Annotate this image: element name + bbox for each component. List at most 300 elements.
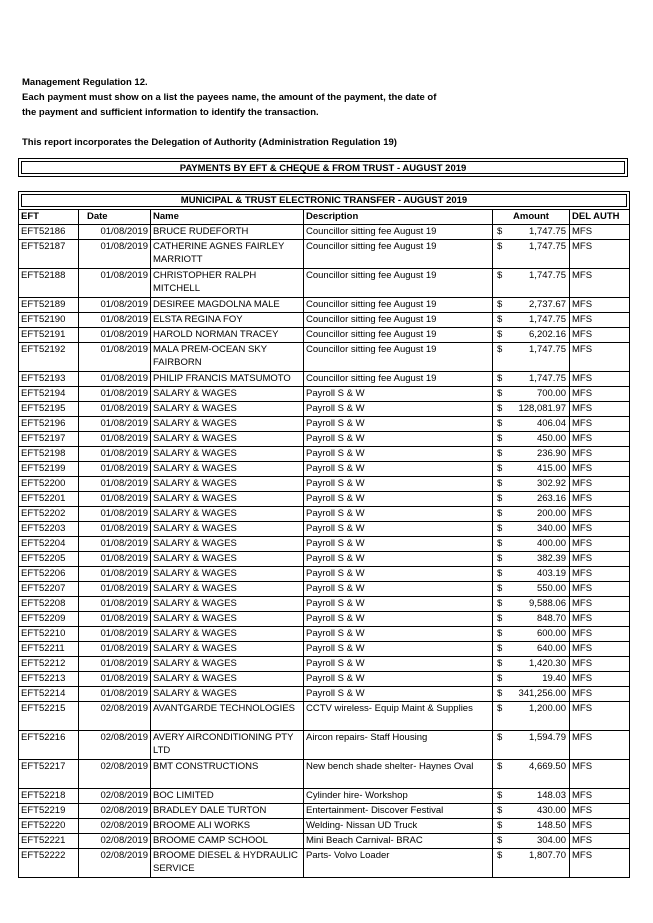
name-cell: SALARY & WAGES — [151, 582, 304, 597]
eft-cell: EFT52211 — [19, 642, 79, 657]
name-cell: SALARY & WAGES — [151, 552, 304, 567]
del-auth-cell: MFS — [570, 731, 630, 760]
eft-cell: EFT52218 — [19, 789, 79, 804]
date-cell: 01/08/2019 — [79, 402, 151, 417]
amount-cell — [493, 552, 570, 567]
header-date: Date — [79, 210, 151, 225]
amount-cell — [493, 657, 570, 672]
name-cell: SALARY & WAGES — [151, 597, 304, 612]
date-cell: 01/08/2019 — [79, 492, 151, 507]
eft-cell: EFT52187 — [19, 240, 79, 269]
description-cell: Councillor sitting fee August 19 — [304, 372, 493, 387]
currency-symbol: $ — [497, 388, 503, 399]
del-auth-cell: MFS — [570, 849, 630, 878]
eft-cell: EFT52206 — [19, 567, 79, 582]
del-auth-cell: MFS — [570, 225, 630, 240]
currency-symbol: $ — [497, 643, 503, 654]
table-row — [19, 819, 630, 834]
amount-cell — [493, 702, 570, 731]
eft-cell: EFT52207 — [19, 582, 79, 597]
del-auth-cell: MFS — [570, 343, 630, 372]
del-auth-cell: MFS — [570, 328, 630, 343]
name-cell: SALARY & WAGES — [151, 477, 304, 492]
amount-cell — [493, 269, 570, 298]
currency-symbol: $ — [497, 373, 503, 384]
amount-value: 148.03 — [536, 790, 566, 801]
currency-symbol: $ — [497, 493, 503, 504]
amount-value: 1,807.70 — [529, 850, 566, 861]
table-row — [19, 269, 630, 298]
table-row — [19, 642, 630, 657]
date-cell: 01/08/2019 — [79, 240, 151, 269]
table-title-cell — [19, 192, 630, 210]
amount-value: 236.90 — [536, 448, 566, 459]
amount-value: 640.00 — [536, 643, 566, 654]
currency-symbol: $ — [497, 835, 503, 846]
currency-symbol: $ — [497, 344, 503, 355]
del-auth-cell: MFS — [570, 687, 630, 702]
currency-symbol: $ — [497, 314, 503, 325]
date-cell: 01/08/2019 — [79, 627, 151, 642]
name-cell: BMT CONSTRUCTIONS — [151, 760, 304, 789]
currency-symbol: $ — [497, 299, 503, 310]
description-cell: Councillor sitting fee August 19 — [304, 313, 493, 328]
name-cell: BROOME ALI WORKS — [151, 819, 304, 834]
amount-cell — [493, 597, 570, 612]
amount-cell — [493, 582, 570, 597]
description-cell: Councillor sitting fee August 19 — [304, 298, 493, 313]
description-cell: Payroll S & W — [304, 462, 493, 477]
eft-cell: EFT52200 — [19, 477, 79, 492]
eft-cell: EFT52204 — [19, 537, 79, 552]
del-auth-cell: MFS — [570, 552, 630, 567]
amount-value: 430.00 — [536, 805, 566, 816]
del-auth-cell: MFS — [570, 269, 630, 298]
eft-cell: EFT52195 — [19, 402, 79, 417]
currency-symbol: $ — [497, 463, 503, 474]
name-cell: SALARY & WAGES — [151, 687, 304, 702]
amount-value: 148.50 — [536, 820, 566, 831]
table-row — [19, 462, 630, 477]
currency-symbol: $ — [497, 329, 503, 340]
date-cell: 01/08/2019 — [79, 343, 151, 372]
table-row — [19, 372, 630, 387]
currency-symbol: $ — [497, 658, 503, 669]
del-auth-cell: MFS — [570, 672, 630, 687]
del-auth-cell: MFS — [570, 462, 630, 477]
del-auth-cell: MFS — [570, 522, 630, 537]
amount-cell — [493, 819, 570, 834]
description-cell: Payroll S & W — [304, 597, 493, 612]
name-cell: AVERY AIRCONDITIONING PTY LTD — [151, 731, 304, 760]
amount-value: 9,588.06 — [529, 598, 566, 609]
amount-cell — [493, 507, 570, 522]
date-cell: 01/08/2019 — [79, 507, 151, 522]
amount-cell — [493, 432, 570, 447]
amount-cell — [493, 567, 570, 582]
name-cell: SALARY & WAGES — [151, 612, 304, 627]
currency-symbol: $ — [497, 673, 503, 684]
amount-cell — [493, 672, 570, 687]
eft-cell: EFT52213 — [19, 672, 79, 687]
currency-symbol: $ — [497, 226, 503, 237]
amount-value: 128,081.97 — [518, 403, 566, 414]
amount-value: 2,737.67 — [529, 299, 566, 310]
table-row — [19, 225, 630, 240]
description-cell: Payroll S & W — [304, 402, 493, 417]
currency-symbol: $ — [497, 850, 503, 861]
del-auth-cell: MFS — [570, 819, 630, 834]
amount-cell — [493, 804, 570, 819]
date-cell: 01/08/2019 — [79, 372, 151, 387]
description-cell: Cylinder hire- Workshop — [304, 789, 493, 804]
table-row — [19, 343, 630, 372]
date-cell: 01/08/2019 — [79, 567, 151, 582]
date-cell: 02/08/2019 — [79, 804, 151, 819]
date-cell: 01/08/2019 — [79, 269, 151, 298]
eft-cell: EFT52203 — [19, 522, 79, 537]
date-cell: 01/08/2019 — [79, 537, 151, 552]
amount-value: 340.00 — [536, 523, 566, 534]
table-row — [19, 597, 630, 612]
currency-symbol: $ — [497, 418, 503, 429]
del-auth-cell: MFS — [570, 313, 630, 328]
date-cell: 01/08/2019 — [79, 522, 151, 537]
eft-cell: EFT52202 — [19, 507, 79, 522]
eft-cell: EFT52221 — [19, 834, 79, 849]
amount-value: 1,747.75 — [529, 314, 566, 325]
del-auth-cell: MFS — [570, 789, 630, 804]
currency-symbol: $ — [497, 583, 503, 594]
eft-cell: EFT52186 — [19, 225, 79, 240]
date-cell: 01/08/2019 — [79, 432, 151, 447]
currency-symbol: $ — [497, 805, 503, 816]
description-cell: Payroll S & W — [304, 672, 493, 687]
delegation-note: This report incorporates the Delegation of Authority (Administration Regulation 19) — [22, 137, 397, 148]
name-cell: AVANTGARDE TECHNOLOGIES — [151, 702, 304, 731]
table-row — [19, 313, 630, 328]
eft-cell: EFT52220 — [19, 819, 79, 834]
date-cell: 01/08/2019 — [79, 642, 151, 657]
table-row — [19, 477, 630, 492]
del-auth-cell: MFS — [570, 432, 630, 447]
currency-symbol: $ — [497, 790, 503, 801]
amount-value: 415.00 — [536, 463, 566, 474]
name-cell: SALARY & WAGES — [151, 657, 304, 672]
description-cell: Payroll S & W — [304, 642, 493, 657]
amount-cell — [493, 402, 570, 417]
date-cell: 02/08/2019 — [79, 731, 151, 760]
eft-cell: EFT52222 — [19, 849, 79, 878]
table-row — [19, 240, 630, 269]
description-cell: Payroll S & W — [304, 492, 493, 507]
header-description: Description — [304, 210, 493, 225]
eft-cell: EFT52209 — [19, 612, 79, 627]
del-auth-cell: MFS — [570, 387, 630, 402]
header-eft: EFT — [19, 210, 79, 225]
amount-value: 403.19 — [536, 568, 566, 579]
eft-cell: EFT52212 — [19, 657, 79, 672]
table-row — [19, 432, 630, 447]
eft-cell: EFT52210 — [19, 627, 79, 642]
amount-value: 1,200.00 — [529, 703, 566, 714]
table-row — [19, 537, 630, 552]
table-row — [19, 522, 630, 537]
description-cell: Councillor sitting fee August 19 — [304, 343, 493, 372]
report-title-box — [18, 158, 628, 177]
currency-symbol: $ — [497, 241, 503, 252]
description-cell: Payroll S & W — [304, 567, 493, 582]
amount-value: 4,669.50 — [529, 761, 566, 772]
description-cell: Councillor sitting fee August 19 — [304, 240, 493, 269]
del-auth-cell: MFS — [570, 507, 630, 522]
table-title: MUNICIPAL & TRUST ELECTRONIC TRANSFER - AUGUST 2019 — [21, 194, 627, 207]
description-cell: Payroll S & W — [304, 552, 493, 567]
eft-cell: EFT52205 — [19, 552, 79, 567]
amount-cell — [493, 731, 570, 760]
date-cell: 02/08/2019 — [79, 834, 151, 849]
table-row — [19, 657, 630, 672]
description-cell: Payroll S & W — [304, 507, 493, 522]
amount-cell — [493, 298, 570, 313]
table-row — [19, 804, 630, 819]
eft-cell: EFT52201 — [19, 492, 79, 507]
del-auth-cell: MFS — [570, 657, 630, 672]
del-auth-cell: MFS — [570, 372, 630, 387]
currency-symbol: $ — [497, 628, 503, 639]
report-title: PAYMENTS BY EFT & CHEQUE & FROM TRUST - AUGUST 2019 — [21, 161, 625, 174]
date-cell: 01/08/2019 — [79, 477, 151, 492]
del-auth-cell: MFS — [570, 760, 630, 789]
date-cell: 02/08/2019 — [79, 760, 151, 789]
amount-cell — [493, 313, 570, 328]
del-auth-cell: MFS — [570, 597, 630, 612]
description-cell: Councillor sitting fee August 19 — [304, 269, 493, 298]
table-row — [19, 612, 630, 627]
eft-cell: EFT52219 — [19, 804, 79, 819]
description-cell: Payroll S & W — [304, 417, 493, 432]
name-cell: SALARY & WAGES — [151, 522, 304, 537]
currency-symbol: $ — [497, 448, 503, 459]
currency-symbol: $ — [497, 523, 503, 534]
del-auth-cell: MFS — [570, 298, 630, 313]
del-auth-cell: MFS — [570, 627, 630, 642]
amount-value: 400.00 — [536, 538, 566, 549]
amount-cell — [493, 447, 570, 462]
eft-cell: EFT52216 — [19, 731, 79, 760]
amount-cell — [493, 417, 570, 432]
description-cell: Payroll S & W — [304, 537, 493, 552]
date-cell: 01/08/2019 — [79, 657, 151, 672]
date-cell: 01/08/2019 — [79, 672, 151, 687]
intro-text — [22, 75, 582, 150]
amount-cell — [493, 789, 570, 804]
del-auth-cell: MFS — [570, 702, 630, 731]
date-cell: 01/08/2019 — [79, 328, 151, 343]
description-cell: New bench shade shelter- Haynes Oval — [304, 760, 493, 789]
table-row — [19, 552, 630, 567]
date-cell: 01/08/2019 — [79, 417, 151, 432]
date-cell: 01/08/2019 — [79, 387, 151, 402]
amount-value: 302.92 — [536, 478, 566, 489]
amount-cell — [493, 849, 570, 878]
name-cell: PHILIP FRANCIS MATSUMOTO — [151, 372, 304, 387]
date-cell: 01/08/2019 — [79, 298, 151, 313]
name-cell: SALARY & WAGES — [151, 417, 304, 432]
name-cell: SALARY & WAGES — [151, 672, 304, 687]
name-cell: BROOME CAMP SCHOOL — [151, 834, 304, 849]
date-cell: 02/08/2019 — [79, 849, 151, 878]
del-auth-cell: MFS — [570, 492, 630, 507]
regulation-heading: Management Regulation 12. — [22, 77, 148, 88]
name-cell: SALARY & WAGES — [151, 567, 304, 582]
table-row — [19, 760, 630, 789]
name-cell: DESIREE MAGDOLNA MALE — [151, 298, 304, 313]
amount-value: 700.00 — [536, 388, 566, 399]
amount-cell — [493, 387, 570, 402]
del-auth-cell: MFS — [570, 567, 630, 582]
currency-symbol: $ — [497, 433, 503, 444]
del-auth-cell: MFS — [570, 447, 630, 462]
date-cell: 01/08/2019 — [79, 225, 151, 240]
del-auth-cell: MFS — [570, 834, 630, 849]
name-cell: SALARY & WAGES — [151, 447, 304, 462]
del-auth-cell: MFS — [570, 402, 630, 417]
description-cell: Payroll S & W — [304, 612, 493, 627]
name-cell: HAROLD NORMAN TRACEY — [151, 328, 304, 343]
date-cell: 01/08/2019 — [79, 462, 151, 477]
del-auth-cell: MFS — [570, 477, 630, 492]
eft-cell: EFT52190 — [19, 313, 79, 328]
eft-cell: EFT52192 — [19, 343, 79, 372]
amount-value: 1,747.75 — [529, 270, 566, 281]
amount-value: 6,202.16 — [529, 329, 566, 340]
date-cell: 02/08/2019 — [79, 819, 151, 834]
date-cell: 01/08/2019 — [79, 582, 151, 597]
table-row — [19, 417, 630, 432]
amount-cell — [493, 372, 570, 387]
description-cell: Welding- Nissan UD Truck — [304, 819, 493, 834]
name-cell: SALARY & WAGES — [151, 492, 304, 507]
amount-cell — [493, 240, 570, 269]
eft-cell: EFT52197 — [19, 432, 79, 447]
description-cell: Payroll S & W — [304, 522, 493, 537]
currency-symbol: $ — [497, 820, 503, 831]
currency-symbol: $ — [497, 568, 503, 579]
amount-value: 341,256.00 — [518, 688, 566, 699]
description-cell: Payroll S & W — [304, 582, 493, 597]
del-auth-cell: MFS — [570, 804, 630, 819]
name-cell: SALARY & WAGES — [151, 462, 304, 477]
eft-cell: EFT52217 — [19, 760, 79, 789]
eft-cell: EFT52198 — [19, 447, 79, 462]
table-row — [19, 567, 630, 582]
name-cell: SALARY & WAGES — [151, 627, 304, 642]
currency-symbol: $ — [497, 703, 503, 714]
amount-cell — [493, 627, 570, 642]
amount-cell — [493, 328, 570, 343]
currency-symbol: $ — [497, 613, 503, 624]
name-cell: BRADLEY DALE TURTON — [151, 804, 304, 819]
name-cell: CHRISTOPHER RALPH MITCHELL — [151, 269, 304, 298]
table-row — [19, 789, 630, 804]
amount-cell — [493, 462, 570, 477]
date-cell: 01/08/2019 — [79, 552, 151, 567]
del-auth-cell: MFS — [570, 240, 630, 269]
currency-symbol: $ — [497, 478, 503, 489]
date-cell: 01/08/2019 — [79, 687, 151, 702]
currency-symbol: $ — [497, 732, 503, 743]
currency-symbol: $ — [497, 761, 503, 772]
amount-cell — [493, 225, 570, 240]
description-cell: Aircon repairs- Staff Housing — [304, 731, 493, 760]
amount-value: 1,747.75 — [529, 241, 566, 252]
amount-value: 550.00 — [536, 583, 566, 594]
table-row — [19, 702, 630, 731]
name-cell: SALARY & WAGES — [151, 402, 304, 417]
date-cell: 01/08/2019 — [79, 447, 151, 462]
name-cell: BROOME DIESEL & HYDRAULIC SERVICE — [151, 849, 304, 878]
name-cell: SALARY & WAGES — [151, 387, 304, 402]
description-cell: Payroll S & W — [304, 627, 493, 642]
amount-value: 1,747.75 — [529, 226, 566, 237]
amount-value: 1,420.30 — [529, 658, 566, 669]
header-amount: Amount — [493, 210, 570, 225]
amount-cell — [493, 477, 570, 492]
eft-cell: EFT52191 — [19, 328, 79, 343]
table-row — [19, 492, 630, 507]
table-header-row — [19, 210, 630, 225]
amount-cell — [493, 522, 570, 537]
currency-symbol: $ — [497, 538, 503, 549]
eft-cell: EFT52189 — [19, 298, 79, 313]
table-row — [19, 328, 630, 343]
name-cell: BRUCE RUDEFORTH — [151, 225, 304, 240]
amount-value: 450.00 — [536, 433, 566, 444]
description-cell: Entertainment- Discover Festival — [304, 804, 493, 819]
currency-symbol: $ — [497, 270, 503, 281]
description-cell: Councillor sitting fee August 19 — [304, 225, 493, 240]
date-cell: 01/08/2019 — [79, 612, 151, 627]
table-row — [19, 672, 630, 687]
eft-cell: EFT52193 — [19, 372, 79, 387]
del-auth-cell: MFS — [570, 537, 630, 552]
currency-symbol: $ — [497, 553, 503, 564]
eft-cell: EFT52214 — [19, 687, 79, 702]
description-cell: Parts- Volvo Loader — [304, 849, 493, 878]
description-cell: Payroll S & W — [304, 432, 493, 447]
name-cell: SALARY & WAGES — [151, 537, 304, 552]
amount-value: 406.04 — [536, 418, 566, 429]
table-row — [19, 447, 630, 462]
table-row — [19, 731, 630, 760]
date-cell: 02/08/2019 — [79, 702, 151, 731]
table-row — [19, 387, 630, 402]
del-auth-cell: MFS — [570, 612, 630, 627]
date-cell: 01/08/2019 — [79, 597, 151, 612]
eft-cell: EFT52199 — [19, 462, 79, 477]
del-auth-cell: MFS — [570, 582, 630, 597]
table-row — [19, 627, 630, 642]
eft-cell: EFT52208 — [19, 597, 79, 612]
table-row — [19, 582, 630, 597]
date-cell: 01/08/2019 — [79, 313, 151, 328]
eft-cell: EFT52196 — [19, 417, 79, 432]
description-cell: Payroll S & W — [304, 387, 493, 402]
header-del-auth: DEL AUTH — [570, 210, 630, 225]
currency-symbol: $ — [497, 688, 503, 699]
amount-value: 848.70 — [536, 613, 566, 624]
